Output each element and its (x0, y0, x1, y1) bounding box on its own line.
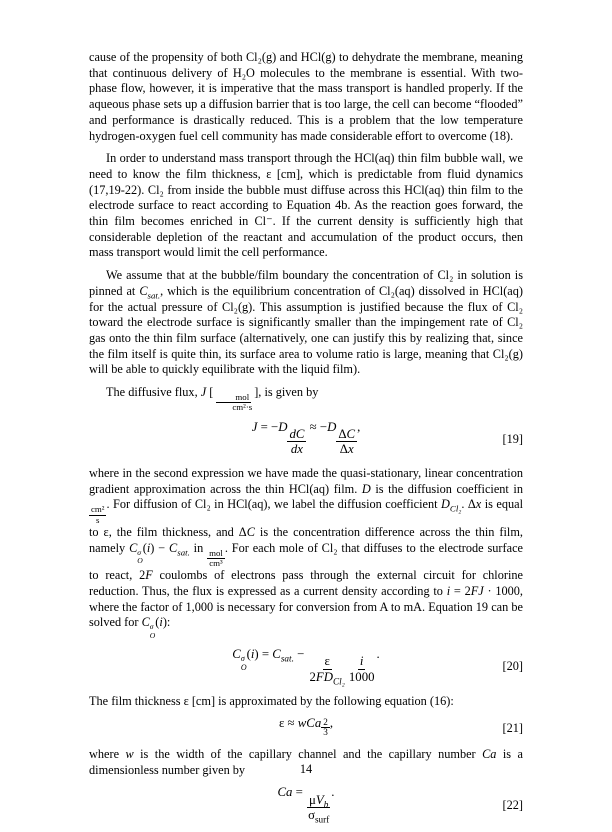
equation (89, 647, 523, 687)
fraction: $\frac{\Delta C}{\Delta x}$ (338, 426, 356, 457)
equation-body: J = −D $\frac{dC}{dx}$ ≈ −D $\frac{\Delta C}{\Delta x}$ , (251, 419, 361, 457)
paragraph: In order to understand mass transport through the HCl(aq) thin film bubble wall, we need to know the film thickness, ε [cm], which is predictable from fluid dynamics (17,19-22). Cl₂ from inside the bubble must diffuse across this HCl(aq) thin film to the electrode surface to react according to Equation 4b. As the reaction goes forward, the thin film becomes enriched in Cl⁻. If the current density is sufficiently high that considerable depletion of the reactant and accumulation of the product occurs, then mass transport would limit the cell performance. (89, 151, 523, 260)
equation-number: [20] (502, 659, 523, 674)
equation (89, 785, 523, 825)
page-content (89, 50, 523, 832)
paragraph: We assume that at the bubble/film boundary the concentration of Cl₂ in solution is pinned at $C_{sat.}$, which is the equilibrium concentration of Cl₂(aq) dissolved in HCl(aq) for the actual pressure of Cl₂(g). This assumption is justified because the flux of Cl₂ toward the electrode surface is significantly smaller than the impingement rate of Cl₂ gas onto the thin film surface (alternatively, one can justify this by realizing that, since the film itself is quite thin, its surface area to volume ratio is large, meaning that Cl₂(g) will be able to quickly equilibrate with the liquid film). (89, 268, 523, 377)
page-number: 14 (299, 762, 313, 776)
fraction: $\frac{i}{1000}$ (348, 654, 375, 684)
fraction: $\frac{\text{cm²}}{s}$ (91, 504, 105, 525)
fraction: $\frac{\text{mol}}{\text{cm³}}$ (209, 547, 223, 569)
equation-number: [21] (502, 720, 523, 735)
equation-number: [19] (502, 431, 523, 446)
paragraph: The diffusive flux, J [ $\frac{\text{mol}}{\text{cm²·s}}$ ], is given by (106, 385, 319, 413)
equation-body: ε ≈ wCa $^{\frac{2}{3}}$ , (278, 716, 334, 738)
fraction: $\frac{\varepsilon}{2FD_{Cl_2}}$ (309, 654, 345, 687)
paragraph: where in the second expression we have made the quasi-stationary, linear concentration gradient approximation across the thin HCl(aq) film. D is the diffusion coefficient in $\frac{\text{cm²}}{s}$ . For diffusion of Cl₂ in HCl(aq), we label the diffusion coefficient $D_{Cl_2}$. Δx is equal to ε, the film thickness, and ΔC is the concentration difference across the thin film, namely C σ O $(i) - C_{sat.}$ in $\frac{\text{mol}}{\text{cm³}}$ . For each mole of Cl₂ that diffuses to the electrode surface to react, 2F coulombs of electrons pass through the external circuit for chlorine reduction. Thus, the flux is expressed as a current density according to i = 2FJ · 1000, where the factor of 1,000 is necessary for conversion from A to mA. Equation 19 can be solved for C σ O (i): (89, 466, 524, 640)
fraction: $\frac{\mu V_b}{\sigma_{surf}}$ (308, 792, 330, 825)
equation-body: C σ O $(i) = C_{sat.}$ − $\frac{\varepsilon}{2FD_{Cl_2}}$ $\frac{i}{1000}$ . (232, 647, 380, 687)
fraction: 2 3 (323, 716, 328, 738)
paragraph: cause of the propensity of both Cl₂(g) and HCl(g) to dehydrate the membrane, meaning that continuous delivery of H₂O molecules to the membrane is essential. With two-phase flow, however, it is imperative that the mass transport is handled properly. If the aqueous phase sets up a diffusion barrier that is too large, the cell can become “flooded” and performance is drastically reduced. This is a problem that the low temperature hydrogen-oxygen fuel cell community has made considerable effort to overcome (18). (89, 50, 523, 143)
sup-sub-stack: σ O (149, 622, 156, 640)
equation-body: Ca = $\frac{\mu V_b}{\sigma_{surf}}$ . (277, 785, 335, 825)
sup-sub-stack: σ O (240, 654, 247, 672)
sup-sub-stack: σ O (137, 547, 143, 566)
fraction: $\frac{dC}{dx}$ (289, 426, 305, 457)
paragraph: The film thickness ε [cm] is approximated by the following equation (16): (89, 693, 454, 708)
paragraph: where w is the width of the capillary channel and the capillary number Ca is a dimensionless number given by (89, 747, 523, 777)
equation (89, 421, 523, 457)
equation-number: [22] (502, 797, 523, 812)
equation (89, 717, 523, 738)
fraction: $\frac{\text{mol}}{\text{cm²·s}}$ (213, 393, 254, 413)
